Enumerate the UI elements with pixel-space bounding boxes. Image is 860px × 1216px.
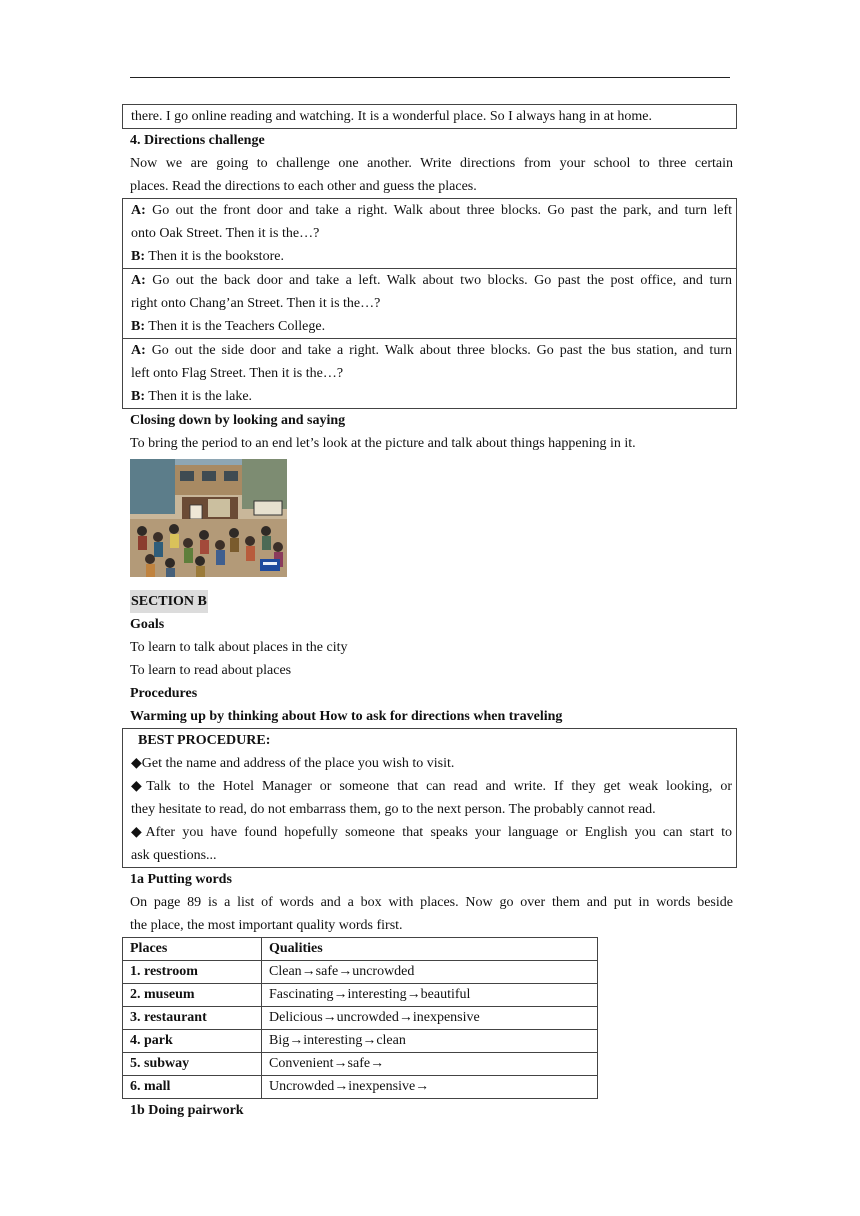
- place-cell: 5. subway: [123, 1053, 262, 1076]
- warming-up-heading: Warming up by thinking about How to ask for directions when traveling: [130, 709, 563, 724]
- procedures-heading: Procedures: [130, 686, 198, 701]
- speaker-b-label: B:: [131, 389, 145, 404]
- procedure-bullet: ◆After you have found hopefully someone that speaks your language or English you can start to: [131, 825, 732, 840]
- qualities-table: [122, 937, 598, 1099]
- dialog-b-text: Then it is the lake.: [145, 389, 253, 404]
- table-row: [123, 961, 598, 984]
- table-row: [123, 1076, 598, 1099]
- putting-words-intro-line-1: On page 89 is a list of words and a box with places. Now go over them and put in words beside: [130, 895, 733, 910]
- table-row: [123, 1053, 598, 1076]
- pairwork-heading: 1b Doing pairwork: [130, 1103, 244, 1118]
- dialog-table: [122, 198, 737, 409]
- street-scene-illustration: [130, 459, 287, 577]
- dialog-cell: [123, 199, 736, 268]
- goal-item: To learn to read about places: [130, 663, 292, 678]
- speaker-a-label: A:: [131, 273, 146, 288]
- continued-text: there. I go online reading and watching. It is a wonderful place. So I always hang in at home.: [131, 109, 652, 124]
- directions-intro-line-1: Now we are going to challenge one another. Write directions from your school to three certain: [130, 156, 733, 171]
- putting-words-intro-line-2: the place, the most important quality words first.: [130, 918, 403, 933]
- qualities-cell: Big→interesting→clean: [262, 1030, 598, 1053]
- speaker-a-label: A:: [131, 203, 146, 218]
- table-row: [123, 984, 598, 1007]
- table-header-row: [123, 938, 598, 961]
- dialog-cell: [123, 268, 736, 338]
- procedure-bullet: ◆Talk to the Hotel Manager or someone that can read and write. If they get weak looking, or: [131, 779, 732, 794]
- dialog-a-line-2: left onto Flag Street. Then it is the…?: [131, 366, 344, 381]
- closing-heading: Closing down by looking and saying: [130, 413, 346, 428]
- header-rule: [130, 77, 730, 78]
- place-cell: 3. restaurant: [123, 1007, 262, 1030]
- place-cell: 2. museum: [123, 984, 262, 1007]
- procedure-bullet-continued: ask questions...: [131, 848, 217, 863]
- goals-heading: Goals: [130, 617, 165, 632]
- qualities-cell: Convenient→safe→: [262, 1053, 598, 1076]
- dialog-b-line: [131, 315, 732, 338]
- dialog-b-text: Then it is the bookstore.: [145, 249, 284, 264]
- table-row: [123, 1007, 598, 1030]
- qualities-cell: Fascinating→interesting→beautiful: [262, 984, 598, 1007]
- section-b-title: SECTION B: [130, 590, 208, 613]
- dialog-a-line-1: [131, 339, 732, 362]
- speaker-b-label: B:: [131, 249, 145, 264]
- closing-text: To bring the period to an end let’s look at the picture and talk about things happening in it.: [130, 436, 636, 451]
- goal-item: To learn to talk about places in the city: [130, 640, 348, 655]
- table-row: [123, 1030, 598, 1053]
- dialog-a-text: Go out the side door and take a right. Walk about three blocks. Go past the bus station, and turn: [145, 343, 732, 358]
- place-cell: 1. restroom: [123, 961, 262, 984]
- procedure-bullet-continued: they hesitate to read, do not embarrass them, go to the next person. The probably cannot read.: [131, 802, 656, 817]
- dialog-a-line-2: onto Oak Street. Then it is the…?: [131, 226, 320, 241]
- speaker-b-label: B:: [131, 319, 145, 334]
- qualities-cell: Uncrowded→inexpensive→: [262, 1076, 598, 1099]
- street-scene-drawing: [130, 459, 287, 577]
- qualities-cell: Delicious→uncrowded→inexpensive: [262, 1007, 598, 1030]
- dialog-a-line-2: right onto Chang’an Street. Then it is the…?: [131, 296, 381, 311]
- header-places: Places: [123, 938, 262, 961]
- place-cell: 4. park: [123, 1030, 262, 1053]
- dialog-b-text: Then it is the Teachers College.: [145, 319, 326, 334]
- procedure-bullet: ◆Get the name and address of the place you wish to visit.: [131, 756, 455, 771]
- dialog-b-line: [131, 245, 732, 268]
- dialog-cell: [123, 338, 736, 408]
- best-procedure-title: BEST PROCEDURE:: [138, 733, 271, 748]
- dialog-a-line-1: [131, 269, 732, 292]
- putting-words-heading: 1a Putting words: [130, 872, 232, 887]
- qualities-cell: Clean→safe→uncrowded: [262, 961, 598, 984]
- dialog-a-text: Go out the back door and take a left. Walk about two blocks. Go past the post office, and turn: [145, 273, 732, 288]
- header-qualities: Qualities: [262, 938, 598, 961]
- continued-text-box: [122, 104, 737, 129]
- directions-intro-line-2: places. Read the directions to each other and guess the places.: [130, 179, 477, 194]
- directions-heading: 4. Directions challenge: [130, 133, 265, 148]
- document-body: [130, 104, 733, 1122]
- best-procedure-box: [122, 728, 737, 868]
- dialog-a-text: Go out the front door and take a right. Walk about three blocks. Go past the park, and turn left: [145, 203, 732, 218]
- speaker-a-label: A:: [131, 343, 146, 358]
- dialog-a-line-1: [131, 199, 732, 222]
- place-cell: 6. mall: [123, 1076, 262, 1099]
- dialog-b-line: [131, 385, 732, 408]
- section-b-title-line: [130, 590, 733, 613]
